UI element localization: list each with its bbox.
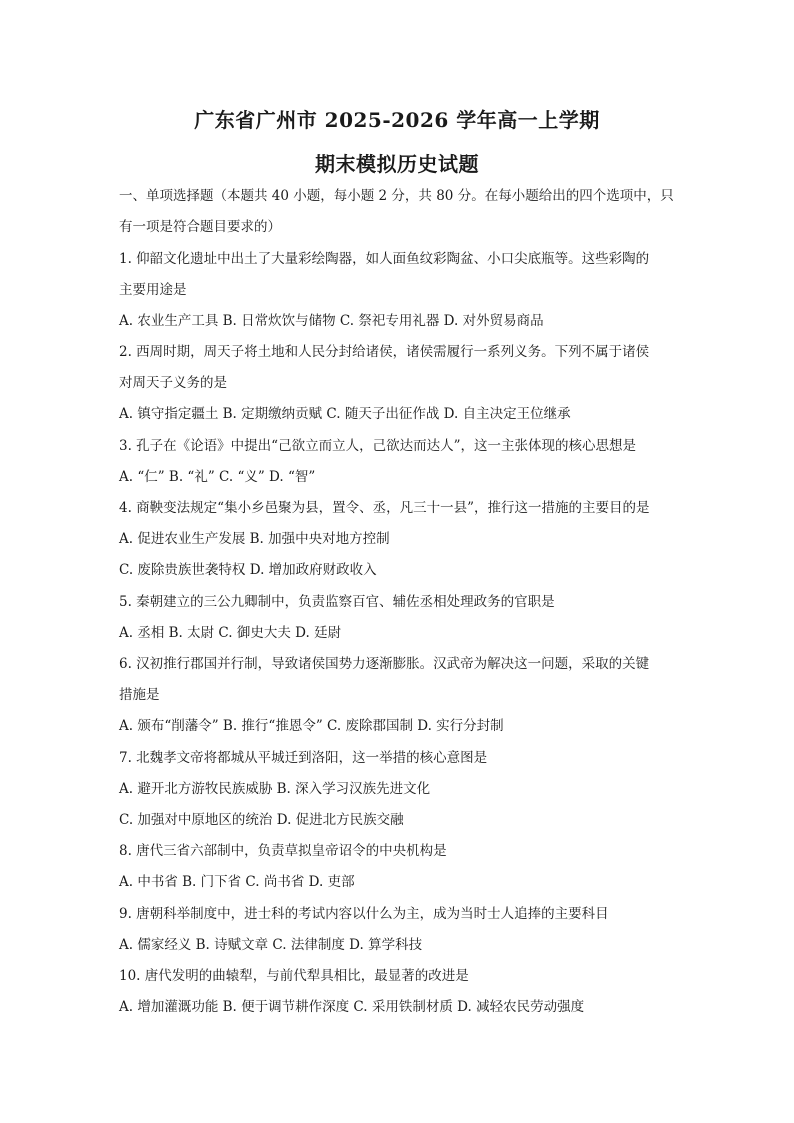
question-6-options: A. 颁布“削藩令” B. 推行“推恩令” C. 废除郡国制 D. 实行分封制 — [119, 718, 504, 734]
question-2-options: A. 镇守指定疆土 B. 定期缴纳贡赋 C. 随天子出征作战 D. 自主决定王位继承 — [119, 406, 571, 422]
question-2: 2. 西周时期，周天子将土地和人民分封给诸侯，诸侯需履行一系列义务。下列不属于诸侯 — [119, 344, 650, 360]
question-5: 5. 秦朝建立的三公九卿制中，负责监察百官、辅佐丞相处理政务的官职是 — [119, 594, 555, 610]
question-1-cont: 主要用途是 — [119, 282, 187, 298]
question-3: 3. 孔子在《论语》中提出“己欲立而立人，己欲达而达人”，这一主张体现的核心思想是 — [119, 438, 636, 454]
question-10: 10. 唐代发明的曲辕犁，与前代犁具相比，最显著的改进是 — [119, 968, 469, 984]
question-3-options: A. “仁” B. “礼” C. “义” D. “智” — [119, 469, 316, 485]
exam-subtitle: 期末模拟历史试题 — [315, 152, 479, 176]
question-7: 7. 北魏孝文帝将都城从平城迁到洛阳，这一举措的核心意图是 — [119, 750, 488, 766]
section-heading-cont: 有一项是符合题目要求的） — [119, 219, 281, 235]
question-10-options: A. 增加灌溉功能 B. 便于调节耕作深度 C. 采用铁制材质 D. 减轻农民劳动强度 — [119, 999, 585, 1015]
question-4-options-ab: A. 促进农业生产发展 B. 加强中央对地方控制 — [119, 531, 390, 547]
question-4: 4. 商鞅变法规定“集小乡邑聚为县，置令、丞，凡三十一县”，推行这一措施的主要目的是 — [119, 500, 650, 516]
question-1-options: A. 农业生产工具 B. 日常炊饮与储物 C. 祭祀专用礼器 D. 对外贸易商品 — [119, 313, 544, 329]
question-2-cont: 对周天子义务的是 — [119, 375, 227, 391]
question-9-options: A. 儒家经义 B. 诗赋文章 C. 法律制度 D. 算学科技 — [119, 937, 423, 953]
section-heading: 一、单项选择题（本题共 40 小题，每小题 2 分，共 80 分。在每小题给出的四个选项中，只 — [119, 188, 674, 204]
question-9: 9. 唐朝科举制度中，进士科的考试内容以什么为主，成为当时士人追捧的主要科目 — [119, 906, 609, 922]
question-4-options-cd: C. 废除贵族世袭特权 D. 增加政府财政收入 — [119, 562, 377, 578]
exam-title: 广东省广州市 2025-2026 学年高一上学期 — [194, 108, 600, 132]
question-8-options: A. 中书省 B. 门下省 C. 尚书省 D. 吏部 — [119, 874, 355, 890]
question-5-options: A. 丞相 B. 太尉 C. 御史大夫 D. 廷尉 — [119, 625, 342, 641]
question-7-options-cd: C. 加强对中原地区的统治 D. 促进北方民族交融 — [119, 812, 404, 828]
question-7-options-ab: A. 避开北方游牧民族威胁 B. 深入学习汉族先进文化 — [119, 781, 431, 797]
question-8: 8. 唐代三省六部制中，负责草拟皇帝诏令的中央机构是 — [119, 843, 447, 859]
question-1: 1. 仰韶文化遗址中出土了大量彩绘陶器，如人面鱼纹彩陶盆、小口尖底瓶等。这些彩陶的 — [119, 251, 650, 267]
question-6: 6. 汉初推行郡国并行制，导致诸侯国势力逐渐膨胀。汉武帝为解决这一问题，采取的关键 — [119, 656, 650, 672]
question-6-cont: 措施是 — [119, 687, 160, 703]
